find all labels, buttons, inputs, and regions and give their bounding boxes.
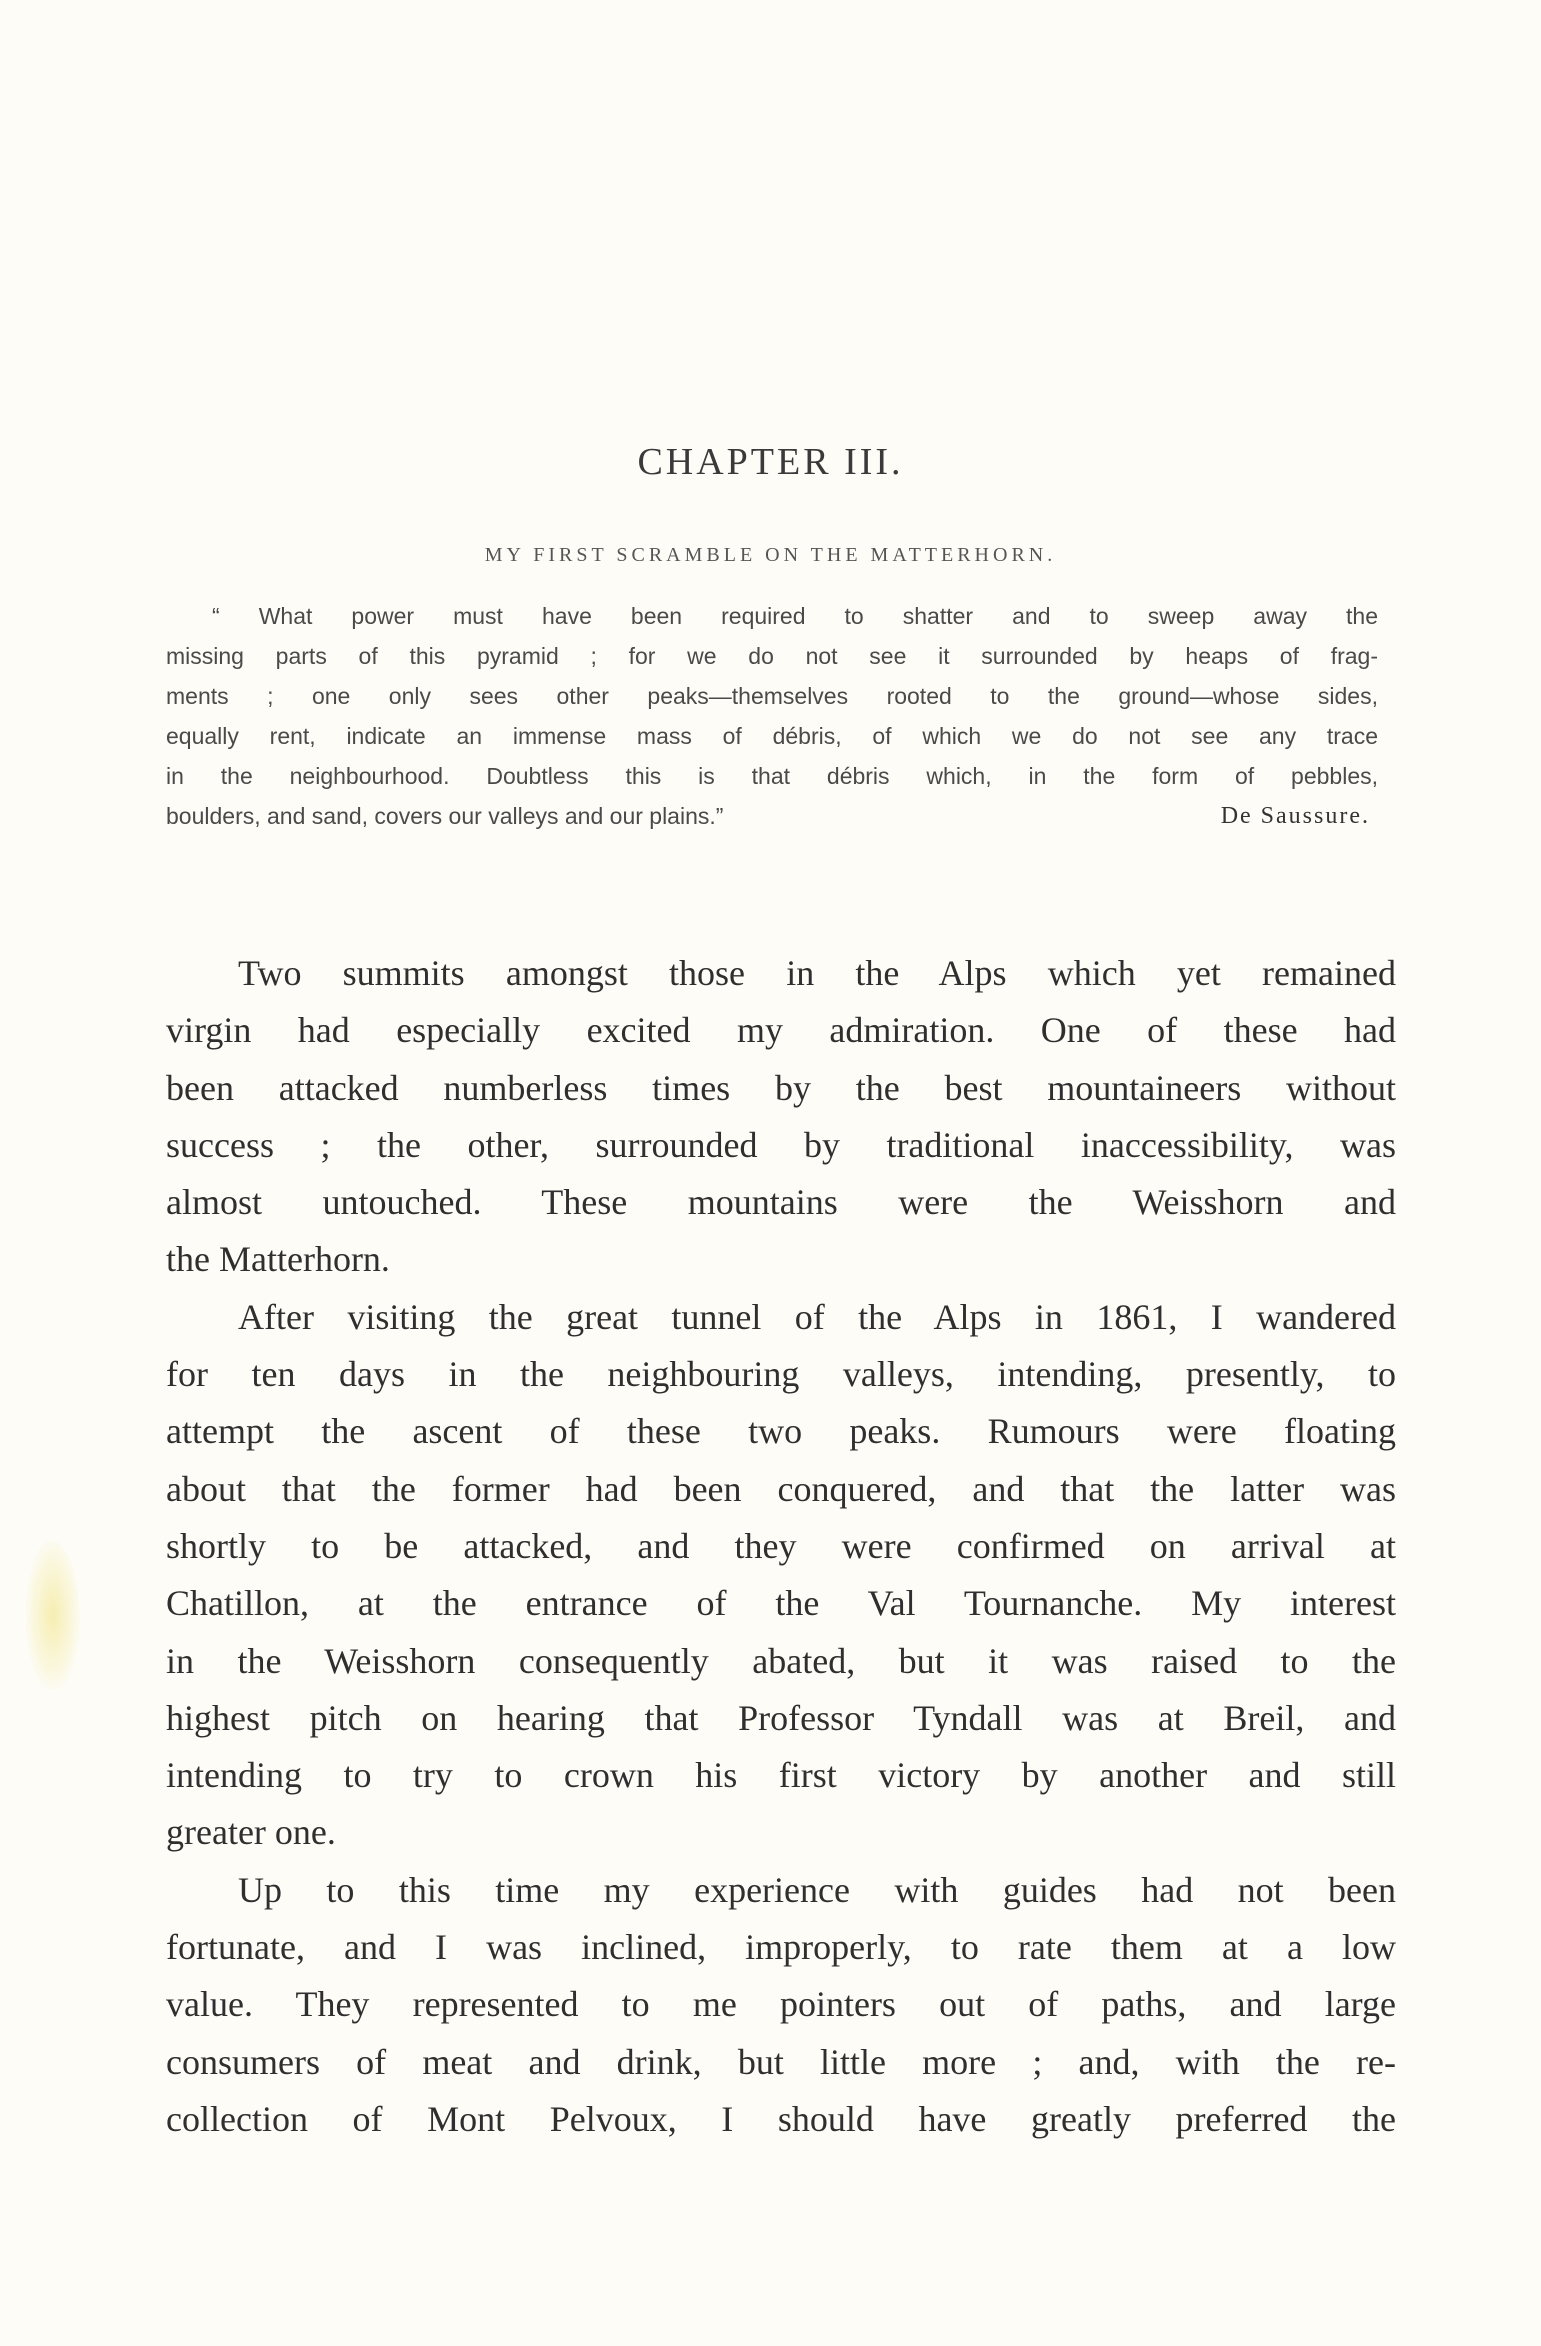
paragraph <box>166 1289 1396 1862</box>
epigraph-line: equally rent, indicate an immense mass of débris, of which we do not see any trace <box>166 723 1378 749</box>
chapter-title: CHAPTER III. <box>637 441 904 483</box>
text-line: greater one. <box>166 1812 336 1853</box>
text-line: highest pitch on hearing that Professor Tyndall was at Breil, and <box>166 1697 1396 1738</box>
text-line: attempt the ascent of these two peaks. Rumours were floating <box>166 1411 1396 1452</box>
epigraph-line: “ What power must have been required to shatter and to sweep away the <box>212 603 1378 629</box>
paragraph <box>166 945 1396 1289</box>
text-line: the Matterhorn. <box>166 1239 390 1280</box>
text-line: success ; the other, surrounded by traditional inaccessibility, was <box>166 1124 1396 1165</box>
text-line: in the Weisshorn consequently abated, but it was raised to the <box>166 1640 1396 1681</box>
epigraph-line: in the neighbourhood. Doubtless this is that débris which, in the form of pebbles, <box>166 763 1378 789</box>
epigraph <box>166 596 1378 836</box>
epigraph-line: boulders, and sand, covers our valleys and our plains.” <box>166 803 724 829</box>
text-line: almost untouched. These mountains were the Weisshorn and <box>166 1182 1396 1223</box>
text-line: Up to this time my experience with guides had not been <box>238 1869 1396 1910</box>
text-line: fortunate, and I was inclined, improperly, to rate them at a low <box>166 1927 1396 1968</box>
paper-stain <box>26 1540 80 1690</box>
epigraph-attribution: De Saussure. <box>1220 803 1370 829</box>
epigraph-line: missing parts of this pyramid ; for we do not see it surrounded by heaps of frag- <box>166 643 1378 669</box>
text-line: for ten days in the neighbouring valleys, intending, presently, to <box>166 1354 1396 1395</box>
chapter-subtitle: MY FIRST SCRAMBLE ON THE MATTERHORN. <box>484 544 1057 566</box>
text-line: After visiting the great tunnel of the Alps in 1861, I wandered <box>238 1296 1396 1337</box>
text-line: consumers of meat and drink, but little more ; and, with the re- <box>166 2041 1396 2082</box>
text-line: Two summits amongst those in the Alps which yet remained <box>238 953 1396 993</box>
text-line: about that the former had been conquered, and that the latter was <box>166 1468 1396 1509</box>
text-line: virgin had especially excited my admiration. One of these had <box>166 1010 1396 1051</box>
text-line: value. They represented to me pointers out of paths, and large <box>166 1984 1396 2025</box>
text-line: collection of Mont Pelvoux, I should have greatly preferred the <box>166 2098 1396 2139</box>
text-line: been attacked numberless times by the best mountaineers without <box>166 1067 1396 1108</box>
epigraph-line: ments ; one only sees other peaks—themselves rooted to the ground—whose sides, <box>166 683 1378 709</box>
text-line: Chatillon, at the entrance of the Val Tournanche. My interest <box>166 1583 1396 1624</box>
text-line: intending to try to crown his first victory by another and still <box>166 1755 1396 1796</box>
text-line: shortly to be attacked, and they were confirmed on arrival at <box>166 1525 1396 1566</box>
body-text <box>166 945 1396 2148</box>
epigraph-last-row <box>166 796 1378 836</box>
paragraph <box>166 1862 1396 2148</box>
